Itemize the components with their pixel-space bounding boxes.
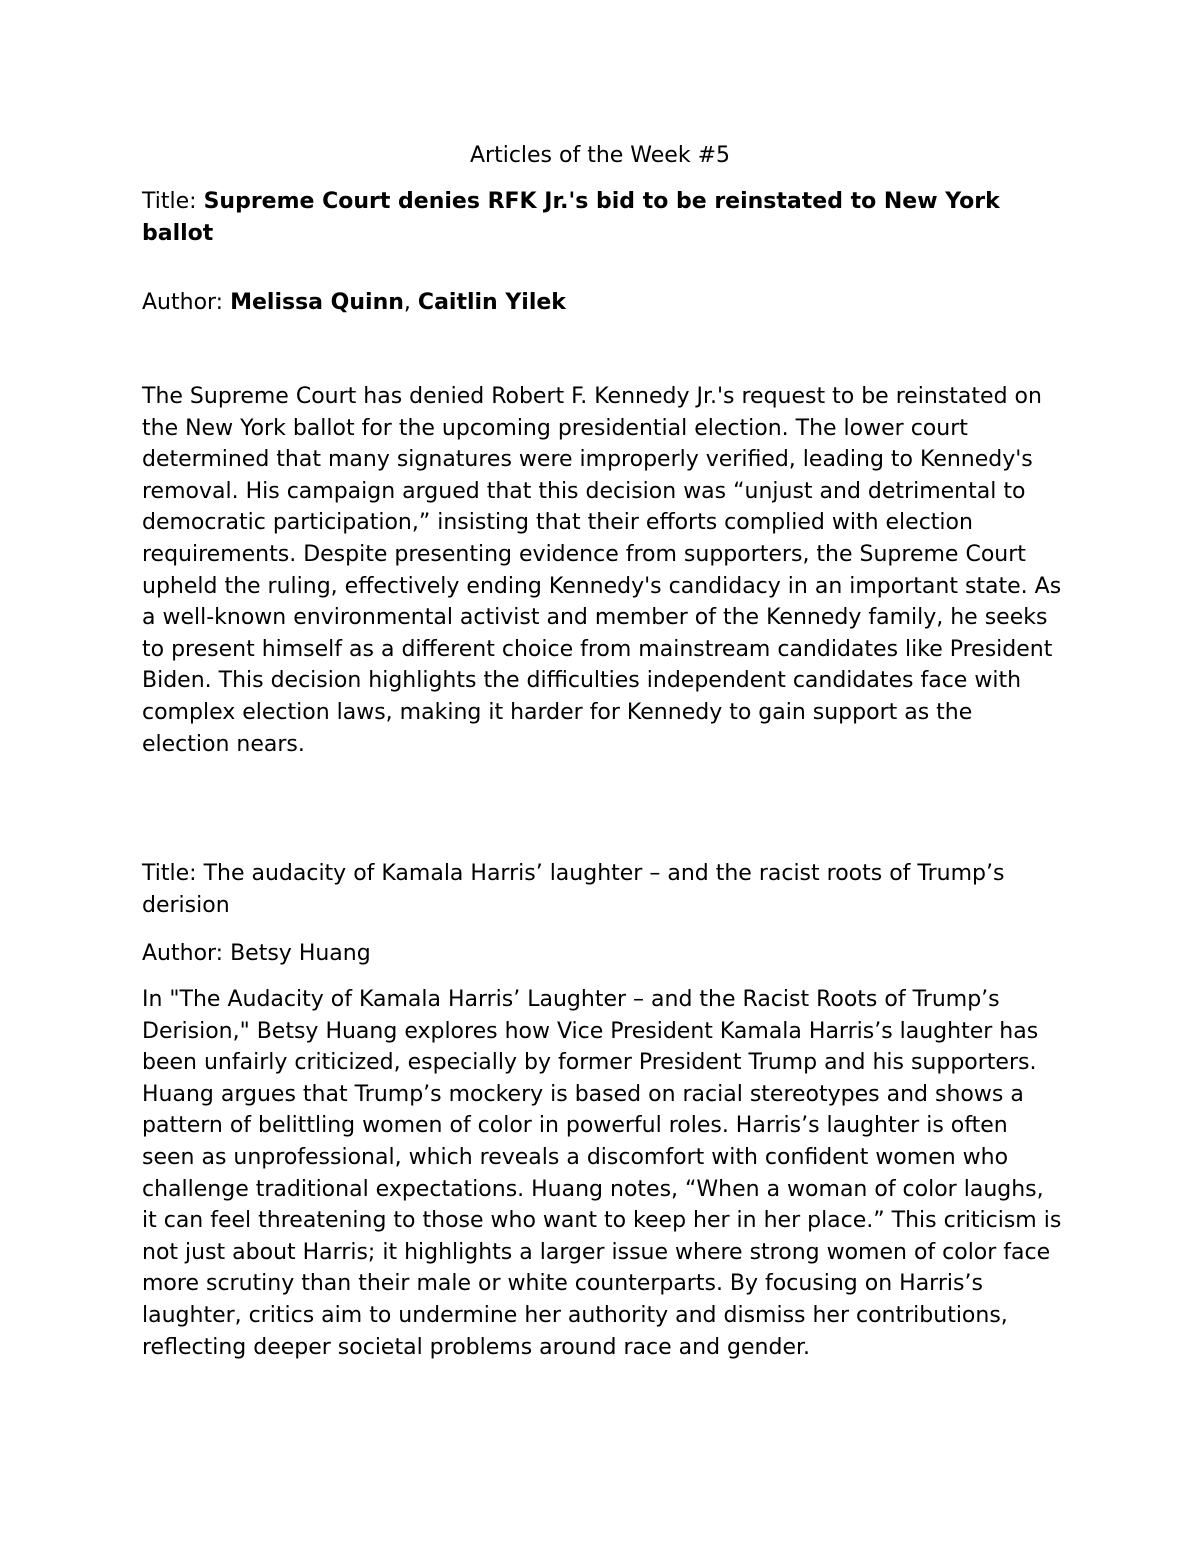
document-heading: Articles of the Week #5 <box>469 143 731 168</box>
article-2-body: In "The Audacity of Kamala Harris’ Laughter – and the Racist Roots of Trump’s Derision," Betsy Huang explores how Vice President Kamala Harris’s laughter has been unfairly criticized, especially by former President Trump and his supporters. Huang argues that Trump’s mockery is based on racial stereotypes and shows a pattern of belittling women of color in powerful roles. Harris’s laughter is often seen as unprofessional, which reveals a discomfort with confident women who challenge traditional expectations. Huang notes, “When a woman of color laughs, it can feel threatening to those who want to keep her in her place.” This criticism is not just about Harris; it highlights a larger issue where strong women of color face more scrutiny than their male or white counterparts. By focusing on Harris’s laughter, critics aim to undermine her authority and dismiss her contributions, reflecting deeper societal problems around race and gender. <box>142 987 1062 1360</box>
article-2-title <box>142 858 1062 921</box>
author-label: Author: <box>142 941 231 966</box>
author-separator: , <box>403 290 418 315</box>
article-1-title <box>142 186 1062 249</box>
article-2-author <box>142 938 1062 970</box>
author-label: Author: <box>142 290 231 315</box>
title-label: Title: <box>142 861 204 886</box>
article-1-body: The Supreme Court has denied Robert F. Kennedy Jr.'s request to be reinstated on the New York ballot for the upcoming presidential election. The lower court determined that many signatures were improperly verified, leading to Kennedy's removal. His campaign argued that this decision was “unjust and detrimental to democratic participation,” insisting that their efforts complied with election requirements. Despite presenting evidence from supporters, the Supreme Court upheld the ruling, effectively ending Kennedy's candidacy in an important state. As a well-known environmental activist and member of the Kennedy family, he seeks to present himself as a different choice from mainstream candidates like President Biden. This decision highlights the difficulties independent candidates face with complex election laws, making it harder for Kennedy to gain support as the election nears. <box>142 384 1062 757</box>
title-label: Title: <box>142 189 204 214</box>
author-name: Melissa Quinn <box>230 290 404 315</box>
article-1-author <box>142 287 1062 319</box>
author-name: Betsy Huang <box>230 941 371 966</box>
article-title-text: Supreme Court denies RFK Jr.'s bid to be reinstated to New York ballot <box>142 189 1000 246</box>
author-name: Caitlin Yilek <box>417 290 566 315</box>
article-title-text: The audacity of Kamala Harris’ laughter – and the racist roots of Trump’s derision <box>142 861 1005 918</box>
